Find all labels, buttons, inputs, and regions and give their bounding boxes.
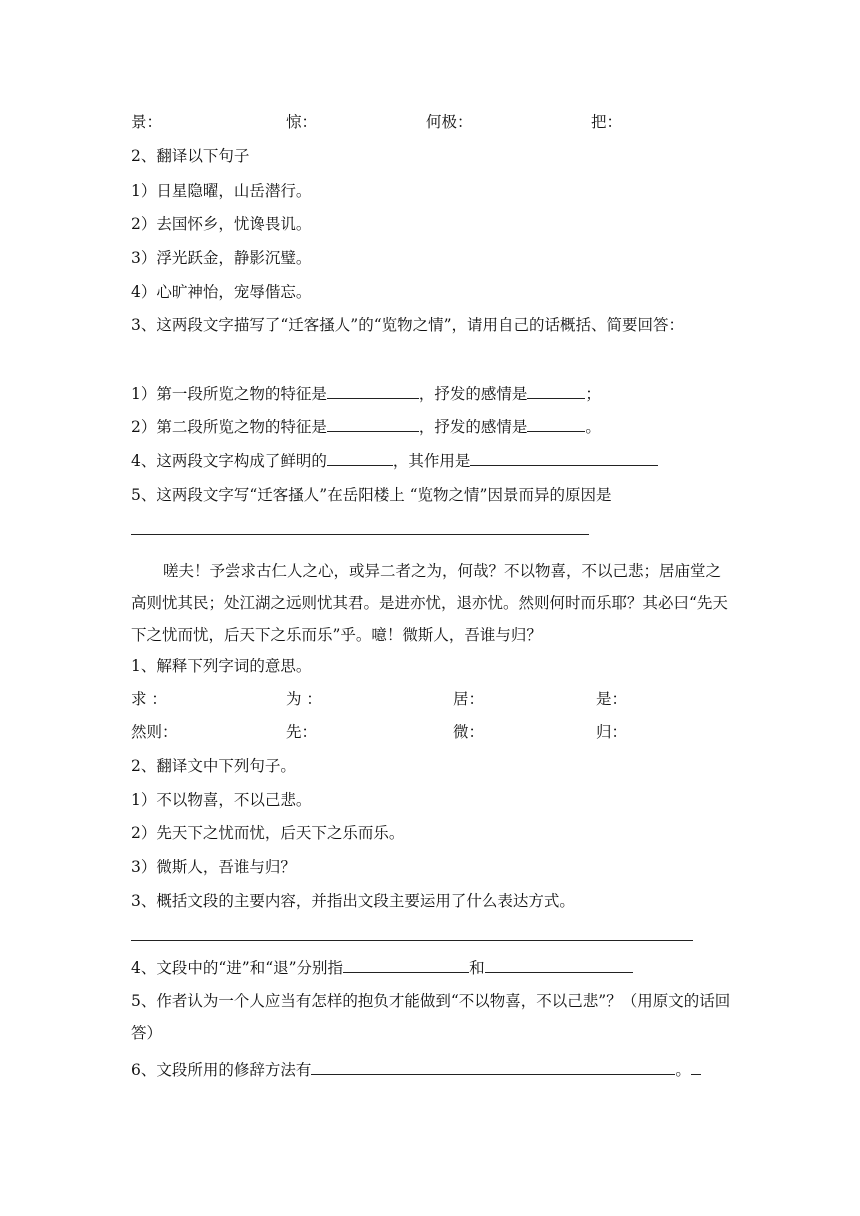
answer-blank[interactable] — [327, 383, 419, 399]
fill-blank-line: 4、文段中的“进”和“退”分别指 和 — [131, 957, 731, 979]
term-jing2: 惊： — [286, 113, 318, 131]
term-ba: 把： — [591, 113, 623, 131]
answer-line[interactable] — [131, 534, 589, 535]
fill-blank-line: 2）第二段所览之物的特征是 ，抒发的感情是 。 — [131, 418, 601, 436]
term-xian: 先： — [286, 723, 318, 741]
term-wei: 为 ： — [286, 690, 322, 708]
question-text: 5、作者认为一个人应当有怎样的抱负才能做到“不以物喜，不以己悲”？（用原文的话回答） — [131, 992, 731, 1042]
translation-item: 2）先天下之忧而忧，后天下之乐而乐。 — [131, 824, 405, 842]
fill-blank-line: 4、这两段文字构成了鲜明的 ，其作用是 — [131, 450, 731, 472]
question-title: 2、翻译以下句子 — [131, 147, 250, 165]
question-text: 5、这两段文字写“迁客搔人”在岳阳楼上 “览物之情”因景而异的原因是 — [131, 486, 612, 504]
translation-item: 1）日星隐曜，山岳潜行。 — [131, 182, 312, 200]
term-qiu: 求 ： — [131, 690, 167, 708]
answer-blank[interactable] — [485, 957, 633, 973]
term-wei2: 微： — [453, 723, 485, 741]
translation-item: 4）心旷神怡，宠辱偕忘。 — [131, 283, 312, 301]
fill-blank-line: 1）第一段所览之物的特征是 ，抒发的感情是 ； — [131, 385, 601, 403]
translation-item: 2）去国怀乡，忧谗畏讥。 — [131, 215, 312, 233]
answer-blank[interactable] — [527, 416, 585, 432]
translation-item: 3）浮光跃金，静影沉璧。 — [131, 249, 312, 267]
question-title: 2、翻译文中下列句子。 — [131, 757, 296, 775]
answer-line[interactable] — [131, 940, 693, 941]
passage-text: 嗟夫！予尝求古仁人之心，或异二者之为，何哉？不以物喜，不以己悲；居庙堂之高则忧其民；处江湖之远则忧其君。是进亦忧，退亦忧。然则何时而乐耶？其必曰“先天下之忧而忧，后天下之乐而乐”乎。噫！微斯人，吾谁与归？ — [131, 562, 728, 644]
term-gui: 归： — [596, 723, 628, 741]
term-ranze: 然则： — [131, 723, 178, 741]
term-heji: 何极： — [426, 113, 473, 131]
answer-blank[interactable] — [691, 1059, 701, 1075]
answer-blank[interactable] — [327, 450, 393, 466]
answer-blank[interactable] — [311, 1059, 675, 1075]
term-ju: 居： — [453, 690, 485, 708]
answer-blank[interactable] — [327, 416, 419, 432]
question-text: 3、这两段文字描写了“迁客搔人”的“览物之情”，请用自己的话概括、简要回答： — [131, 316, 685, 334]
question-title: 1、解释下列字词的意思。 — [131, 657, 312, 675]
translation-item: 1）不以物喜，不以己悲。 — [131, 791, 312, 809]
translation-item: 3）微斯人，吾谁与归？ — [131, 858, 296, 876]
term-shi: 是： — [596, 690, 628, 708]
question-text: 3、概括文段的主要内容，并指出文段主要运用了什么表达方式。 — [131, 892, 575, 910]
term-jing: 景： — [131, 113, 163, 131]
answer-blank[interactable] — [470, 450, 658, 466]
fill-blank-line: 6、文段所用的修辞方法有 。 — [131, 1059, 731, 1081]
answer-blank[interactable] — [343, 957, 469, 973]
answer-blank[interactable] — [527, 383, 585, 399]
